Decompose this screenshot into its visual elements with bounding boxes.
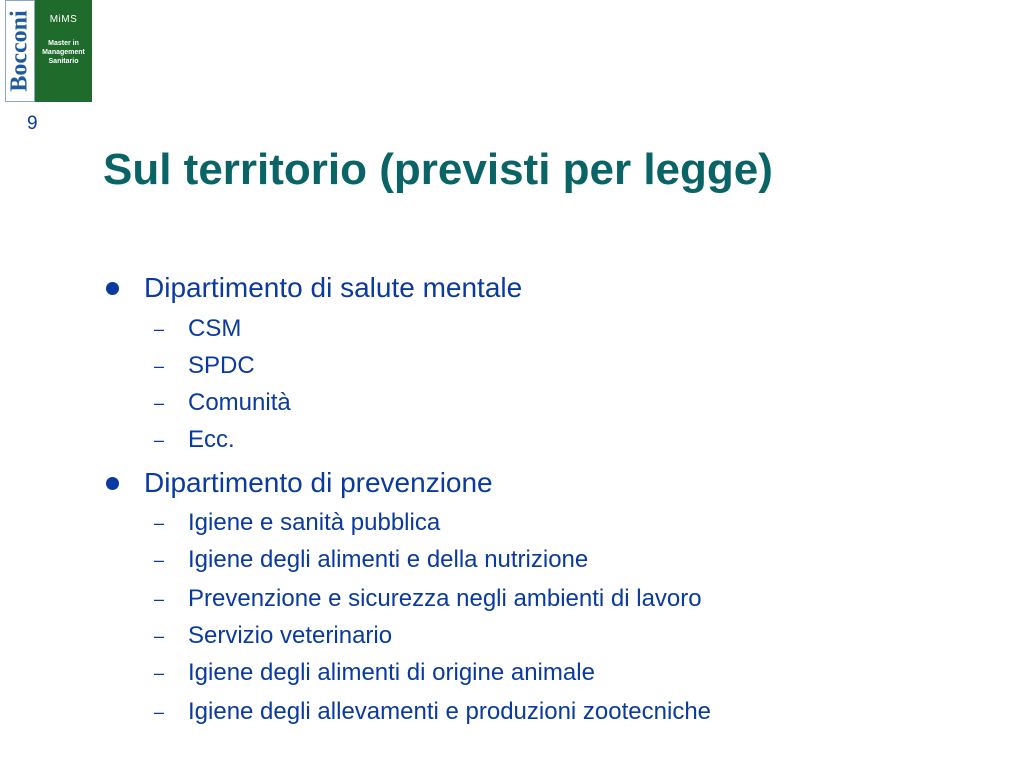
sub-bullet-item bbox=[154, 388, 291, 418]
dash-icon: – bbox=[154, 355, 165, 376]
dash-icon: – bbox=[154, 392, 165, 413]
bullet-dot-icon bbox=[106, 477, 119, 490]
sub-bullet-item bbox=[154, 621, 392, 651]
dash-icon: – bbox=[154, 512, 165, 533]
bocconi-wordmark-text: Bocconi bbox=[6, 10, 33, 92]
bullet-item bbox=[106, 270, 522, 306]
sub-bullet-item bbox=[154, 508, 440, 538]
sub-bullet-text: CSM bbox=[188, 315, 242, 342]
dash-icon: – bbox=[154, 701, 165, 722]
sub-bullet-item bbox=[154, 658, 595, 688]
bullet-text: Dipartimento di salute mentale bbox=[144, 272, 523, 303]
sub-bullet-item bbox=[154, 697, 711, 727]
dash-icon: – bbox=[154, 549, 165, 570]
slide-title: Sul territorio (previsti per legge) bbox=[103, 145, 773, 194]
sub-bullet-text: SPDC bbox=[188, 352, 255, 379]
dash-icon: – bbox=[154, 625, 165, 646]
sub-bullet-item bbox=[154, 351, 255, 381]
sub-bullet-item bbox=[154, 545, 588, 575]
sub-bullet-item bbox=[154, 584, 702, 614]
mims-subtitle-line: Master in bbox=[48, 40, 79, 47]
page-number: 9 bbox=[27, 113, 38, 134]
sub-bullet-text: Igiene e sanità pubblica bbox=[188, 509, 441, 536]
dash-icon: – bbox=[154, 662, 165, 683]
dash-icon: – bbox=[154, 318, 165, 339]
sub-bullet-item bbox=[154, 314, 241, 344]
sub-bullet-text: Igiene degli alimenti e della nutrizione bbox=[188, 546, 589, 573]
sub-bullet-text: Ecc. bbox=[188, 426, 235, 453]
mims-subtitle-line: Sanitario bbox=[48, 58, 79, 65]
bullet-text: Dipartimento di prevenzione bbox=[144, 467, 493, 498]
sub-bullet-text: Prevenzione e sicurezza negli ambienti di lavoro bbox=[188, 585, 702, 612]
sub-bullet-item bbox=[154, 425, 235, 455]
bullet-item bbox=[106, 465, 493, 501]
mims-subtitle-line: Management bbox=[42, 49, 85, 56]
sub-bullet-text: Servizio veterinario bbox=[188, 622, 393, 649]
sub-bullet-text: Comunità bbox=[188, 389, 291, 416]
sub-bullet-text: Igiene degli alimenti di origine animale bbox=[188, 659, 595, 686]
mims-brand-text: MiMS bbox=[49, 14, 78, 25]
bullet-dot-icon bbox=[106, 282, 119, 295]
sub-bullet-text: Igiene degli allevamenti e produzioni zootecniche bbox=[188, 698, 712, 725]
dash-icon: – bbox=[154, 429, 165, 450]
dash-icon: – bbox=[154, 588, 165, 609]
